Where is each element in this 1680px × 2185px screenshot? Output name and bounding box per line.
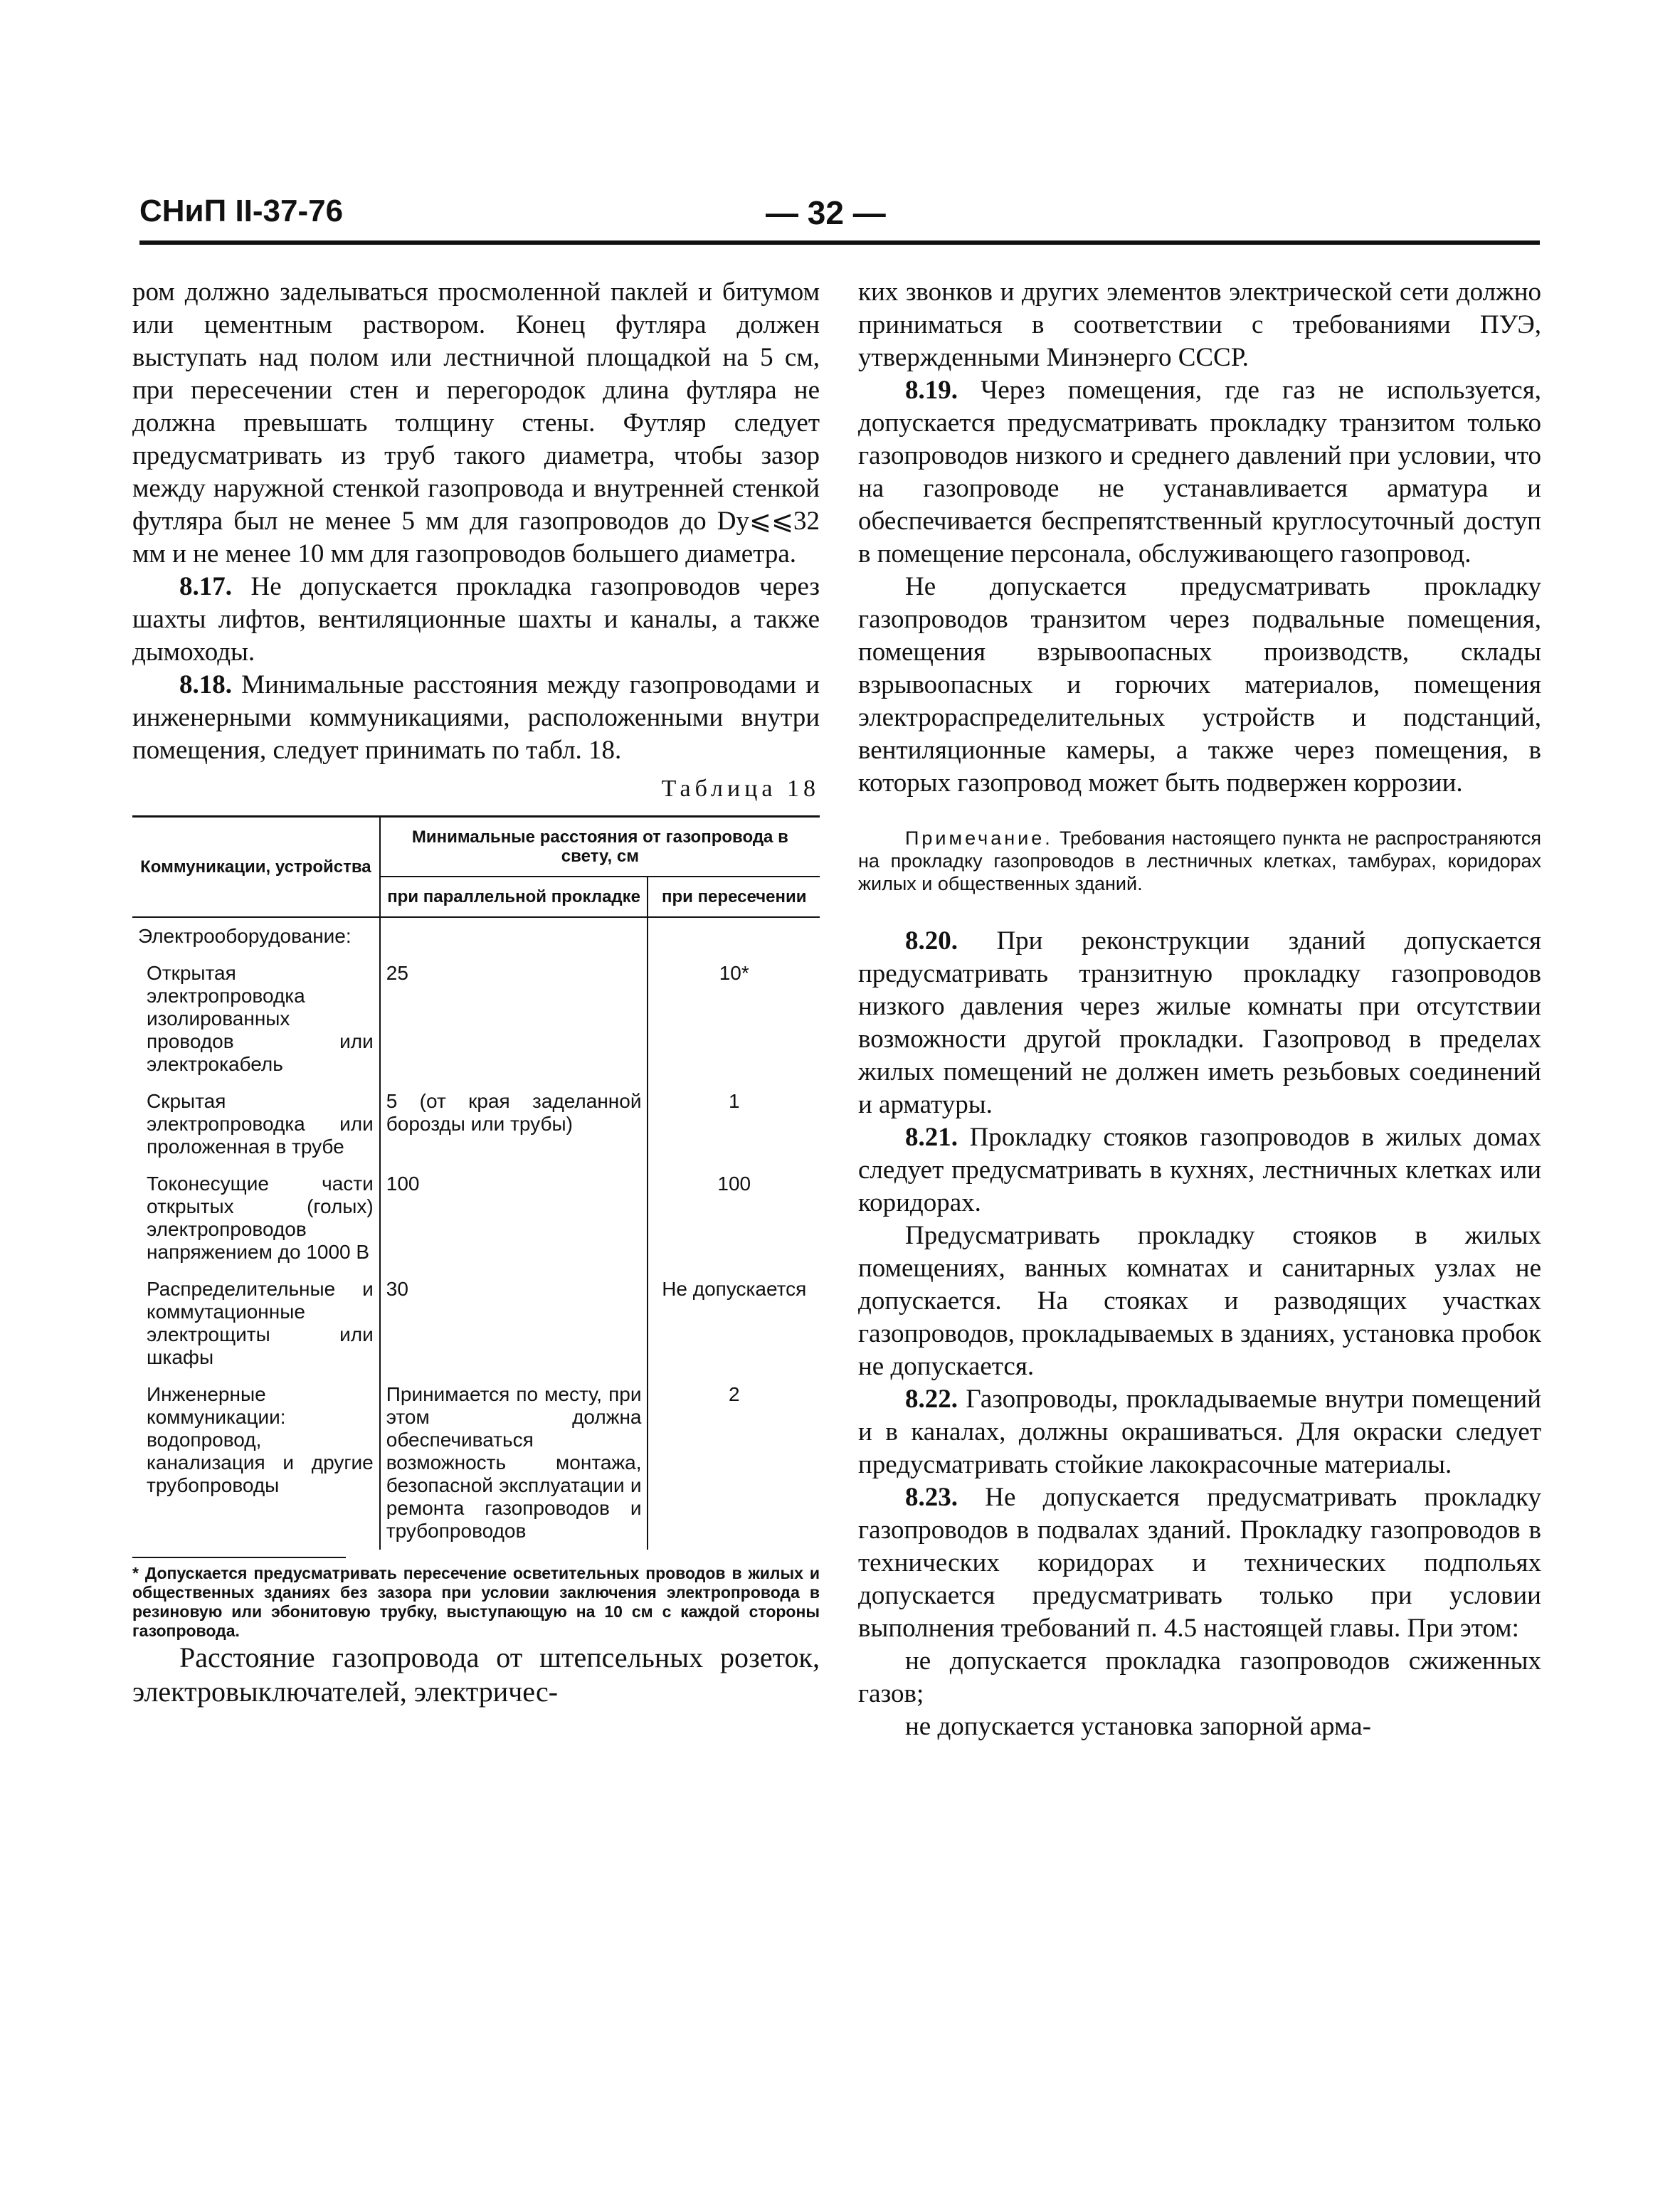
clause-8-19: [858, 374, 1541, 571]
note: [858, 827, 1541, 895]
left-column: [132, 276, 820, 1709]
note-text: Требования настоящего пункта не распространяются на прокладку газопроводов в лестничных клетках, тамбурах, коридорах жилых и общественных зданий.: [858, 827, 1541, 894]
table-row: [132, 1376, 820, 1550]
clause-number: 8.19.: [905, 376, 958, 405]
right-column: [858, 276, 1541, 1743]
clause-number: 8.22.: [905, 1385, 958, 1414]
header-min-distances: Минимальные расстояния от газопровода в свету, см: [380, 817, 820, 877]
table-row: [132, 955, 820, 1083]
table-row: [132, 1083, 820, 1165]
row-crossing: Не допускается: [648, 1271, 820, 1376]
paragraph-continued: ром должно заделываться просмоленной паклей и битумом или цементным раствором. Конец футляра должен выступать над полом или лестничной площадкой на 5 см, при пересечении стен и перегородок длина футляра не должна превышать толщину стены. Футляр следует предусматривать из труб такого диаметра, чтобы зазор между наружной стенкой газопровода и внутренней стенкой футляра был не менее 5 мм для газопроводов до Dу⩽⩽32 мм и не менее 10 мм для газопроводов большего диаметра.: [132, 277, 820, 568]
row-parallel: 100: [380, 1165, 648, 1271]
clause-text: Не допускается прокладка газопроводов через шахты лифтов, вентиляционные шахты и каналы, а также дымоходы.: [132, 572, 820, 667]
page-number: — 32 —: [766, 194, 886, 231]
table-row: [132, 1165, 820, 1271]
document-code: СНиП II-37-76: [139, 194, 344, 228]
list-item: не допускается установка запорной арма-: [905, 1712, 1371, 1741]
note-label: Примечание.: [905, 827, 1053, 849]
clause-8-22: [858, 1383, 1541, 1481]
clause-text: Прокладку стояков газопроводов в жилых домах следует предусматривать в кухнях, лестничных клетках или коридорах.: [858, 1123, 1541, 1217]
row-crossing: 1: [648, 1083, 820, 1165]
row-parallel: 30: [380, 1271, 648, 1376]
clause-text: Минимальные расстояния между газопроводами и инженерными коммуникациями, расположенными внутри помещения, следует принимать по табл. 18.: [132, 670, 820, 765]
row-crossing: 2: [648, 1376, 820, 1550]
distances-table: [132, 815, 820, 1550]
clause-8-23: [858, 1481, 1541, 1645]
row-crossing: 10*: [648, 955, 820, 1083]
clause-text: Не допускается предусматривать прокладку газопроводов в подвалах зданий. Прокладку газопроводов в технических коридорах и технических подпольях допускается предусматривать только при условии выполнения требований п. 4.5 настоящей главы. При этом:: [858, 1483, 1541, 1643]
row-parallel: 25: [380, 955, 648, 1083]
list-item: не допускается прокладка газопроводов сжиженных газов;: [858, 1646, 1541, 1708]
group-label: Электрооборудование:: [138, 925, 352, 947]
clause-8-20: [858, 925, 1541, 1121]
row-name: Инженерные коммуникации: водопровод, канализация и другие трубопроводы: [147, 1383, 374, 1496]
row-name: Распределительные и коммутационные электрощиты или шкафы: [147, 1278, 374, 1368]
clause-8-18: [132, 669, 820, 767]
header-communications: Коммуникации, устройства: [132, 817, 380, 918]
paragraph: Предусматривать прокладку стояков в жилых помещениях, ванных комнатах и санитарных узлах не допускается. На стояках и разводящих участках газопроводов, прокладываемых в зданиях, установка пробок не допускается.: [858, 1221, 1541, 1381]
page-header: [139, 194, 1540, 236]
header-crossing: при пересечении: [648, 877, 820, 917]
paragraph-bottom: Расстояние газопровода от штепсельных розеток, электровыключателей, электричес-: [132, 1641, 820, 1708]
row-name: Токонесущие части открытых (голых) электропроводов напряжением до 1000 В: [147, 1173, 374, 1263]
clause-number: 8.23.: [905, 1483, 958, 1512]
header-divider: [139, 240, 1540, 245]
row-name: Открытая электропроводка изолированных проводов или электрокабель: [147, 962, 374, 1075]
clause-number: 8.21.: [905, 1123, 958, 1152]
clause-number: 8.18.: [179, 670, 232, 699]
paragraph: Не допускается предусматривать прокладку газопроводов транзитом через подвальные помещения, помещения взрывоопасных производств, склады взрывоопасных и горючих материалов, помещения электрораспределительных устройств и подстанций, вентиляционные камеры, а также через помещения, в которых газопровод может быть подвержен коррозии.: [858, 572, 1541, 798]
footnote-divider: [132, 1557, 346, 1558]
row-parallel: Принимается по месту, при этом должна обеспечиваться возможность монтажа, безопасной эксплуатации и ремонта газопроводов и трубопроводов: [380, 1376, 648, 1550]
paragraph-continued: ких звонков и других элементов электрической сети должно приниматься в соответствии с требованиями ПУЭ, утвержденными Минэнерго СССР.: [858, 277, 1541, 372]
clause-text: При реконструкции зданий допускается предусматривать транзитную прокладку газопроводов низкого давления через жилые комнаты при отсутствии возможности другой прокладки. Газопровод в пределах жилых помещений не должен иметь резьбовых соединений и арматуры.: [858, 926, 1541, 1119]
clause-text: Через помещения, где газ не используется, допускается предусматривать прокладку транзитом только газопроводов низкого и среднего давлений при условии, что на газопроводе не устанавливается арматура и обеспечивается беспрепятственный круглосуточный доступ в помещение персонала, обслуживающего газопровод.: [858, 376, 1541, 568]
table-caption: Таблица 18: [661, 776, 820, 802]
clause-number: 8.20.: [905, 926, 958, 956]
header-parallel: при параллельной прокладке: [380, 877, 648, 917]
row-crossing: 100: [648, 1165, 820, 1271]
row-name: Скрытая электропроводка или проложенная в трубе: [147, 1090, 374, 1158]
table-row: [132, 1271, 820, 1376]
table-footnote: * Допускается предусматривать пересечение осветительных проводов в жилых и общественных зданиях без зазора при условии заключения электропровода в резиновую или эбонитовую трубку, выступающую на 10 см с каждой стороны газопровода.: [132, 1564, 820, 1640]
clause-number: 8.17.: [179, 572, 232, 601]
clause-8-17: [132, 571, 820, 669]
clause-8-21: [858, 1121, 1541, 1220]
table-row: [132, 917, 820, 955]
row-parallel: 5 (от края заделанной борозды или трубы): [380, 1083, 648, 1165]
clause-text: Газопроводы, прокладываемые внутри помещений и в каналах, должны окрашиваться. Для окраски следует предусматривать стойкие лакокрасочные материалы.: [858, 1385, 1541, 1479]
